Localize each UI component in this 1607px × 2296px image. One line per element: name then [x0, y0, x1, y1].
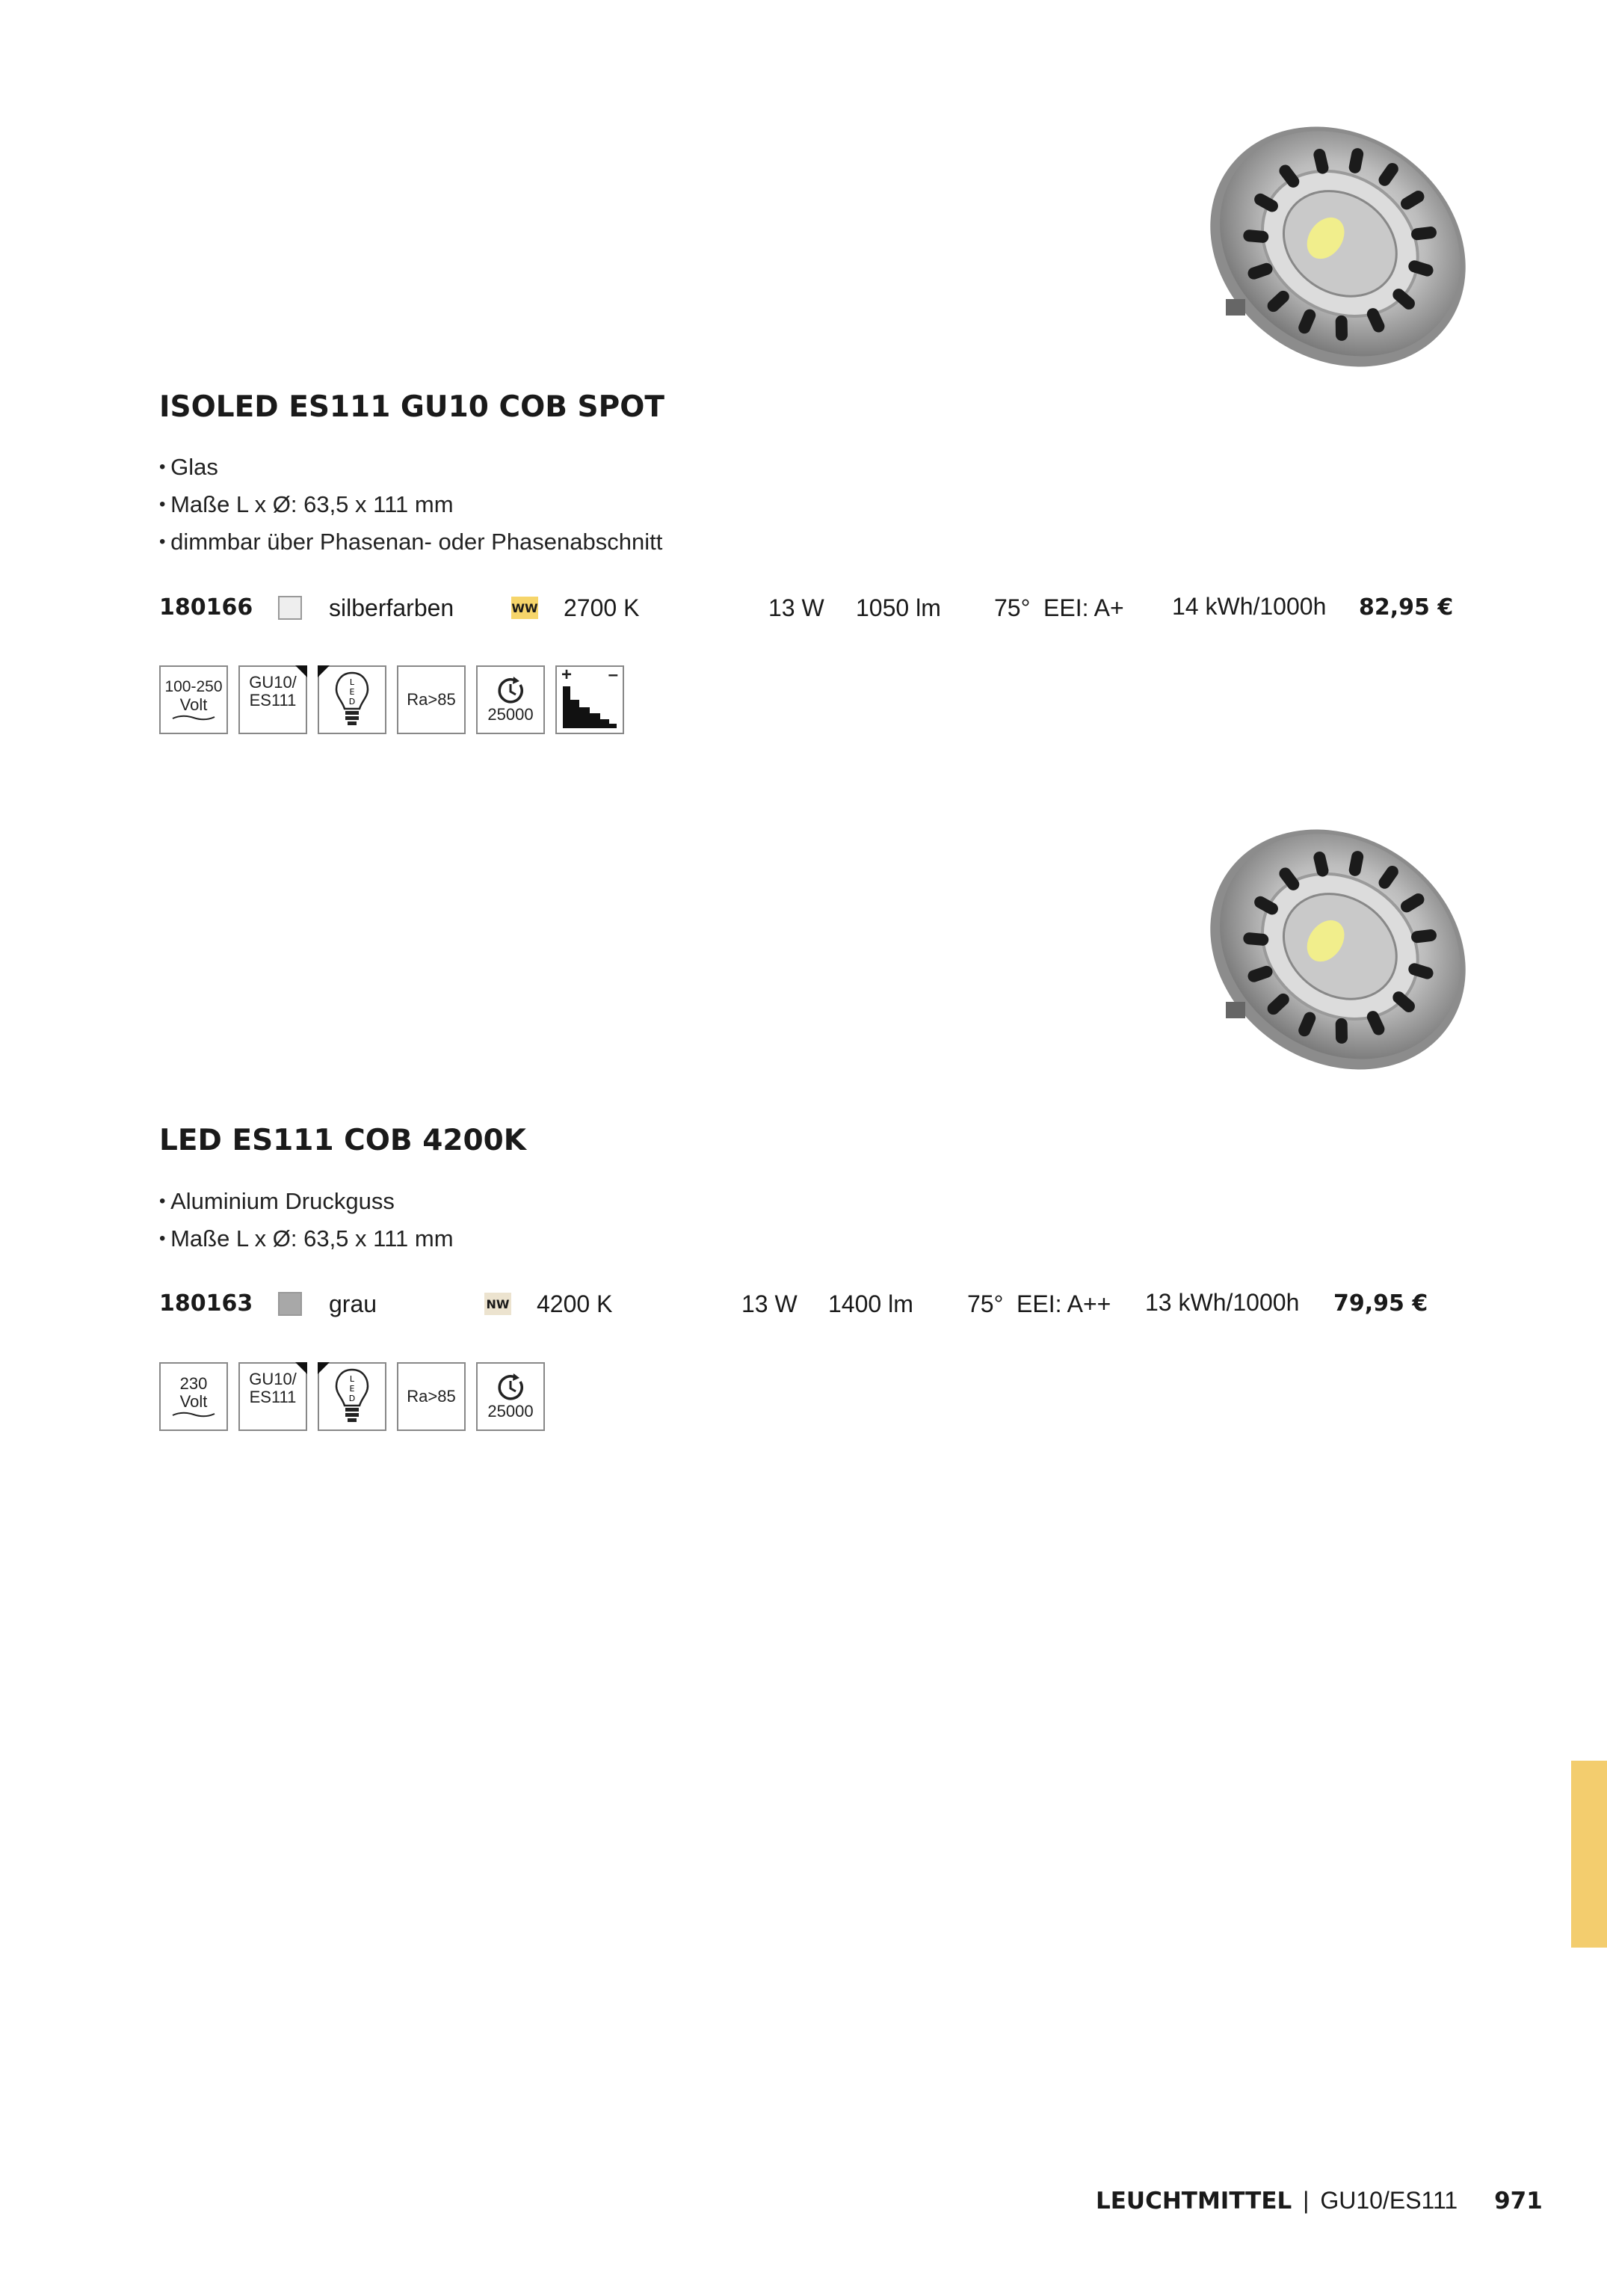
- color-rendering-icon: [397, 1362, 466, 1431]
- feature-item: • Maße L x Ø: 63,5 x 111 mm: [159, 486, 662, 523]
- energy-consumption: 14 kWh/1000h: [1172, 593, 1327, 620]
- page-number: 971: [1494, 2188, 1543, 2215]
- article-number: 180166: [159, 594, 253, 621]
- price: 82,95 €: [1359, 594, 1454, 621]
- lifetime-hours: 25000: [487, 705, 534, 724]
- product-title: ISOLED ES111 GU10 COB SPOT: [159, 390, 664, 424]
- svg-text:E: E: [349, 687, 355, 697]
- socket-type: ES111: [249, 691, 297, 710]
- energy-consumption: 13 kWh/1000h: [1145, 1289, 1300, 1316]
- bulb-icon: [333, 1367, 371, 1426]
- feature-item: • Glas: [159, 449, 662, 486]
- socket-type: GU10/: [249, 673, 297, 692]
- voltage-icon: [159, 1362, 228, 1431]
- wattage: 13 W: [768, 594, 824, 621]
- dim-steps-icon: [560, 683, 620, 731]
- footer-section: LEUCHTMITTEL: [1096, 2188, 1292, 2215]
- product-title: LED ES111 COB 4200K: [159, 1124, 527, 1157]
- clock-icon: [496, 1373, 525, 1403]
- color-rendering-icon: [397, 665, 466, 734]
- footer-subsection: GU10/ES111: [1320, 2187, 1458, 2214]
- color-swatch: [278, 596, 302, 620]
- clock-icon: [496, 676, 525, 706]
- product-features: [159, 449, 662, 561]
- dimmable-icon: [555, 665, 624, 734]
- voltage-icon: [159, 665, 228, 734]
- color-name: grau: [329, 1290, 377, 1317]
- section-tab: [1571, 1761, 1607, 1948]
- color-temperature: 2700 K: [564, 594, 640, 621]
- wave-icon: [171, 714, 216, 721]
- energy-class: EEI: A+: [1043, 594, 1124, 621]
- price: 79,95 €: [1333, 1290, 1428, 1317]
- voltage-value: 230: [179, 1374, 208, 1393]
- color-temperature-badge: WW: [511, 597, 538, 619]
- socket-icon: [238, 665, 307, 734]
- page-footer: [1096, 2187, 1543, 2215]
- wave-icon: [171, 1411, 216, 1418]
- voltage-unit: Volt: [179, 1392, 208, 1411]
- product-features: [159, 1183, 454, 1258]
- lifetime-hours: 25000: [487, 1402, 534, 1421]
- color-temperature: 4200 K: [537, 1290, 613, 1317]
- led-bulb-icon: [318, 1362, 386, 1431]
- lifetime-icon: [476, 1362, 545, 1431]
- svg-text:L: L: [349, 677, 355, 687]
- svg-text:D: D: [348, 1394, 356, 1403]
- energy-class: EEI: A++: [1017, 1290, 1111, 1317]
- ra-value: Ra>85: [407, 1387, 456, 1406]
- beam-angle: 75°: [994, 594, 1031, 621]
- voltage-unit: Volt: [179, 695, 208, 714]
- svg-text:D: D: [348, 697, 356, 707]
- wattage: 13 W: [741, 1290, 798, 1317]
- product-image-1: [1196, 90, 1480, 404]
- color-name: silberfarben: [329, 594, 454, 621]
- bulb-icon: [333, 670, 371, 730]
- lifetime-icon: [476, 665, 545, 734]
- beam-angle: 75°: [967, 1290, 1004, 1317]
- footer-separator: |: [1303, 2187, 1310, 2214]
- ra-value: Ra>85: [407, 690, 456, 709]
- color-swatch: [278, 1292, 302, 1316]
- dim-plus: +: [561, 665, 573, 685]
- article-number: 180163: [159, 1290, 253, 1317]
- led-bulb-icon: [318, 665, 386, 734]
- product-image-2: [1196, 792, 1480, 1107]
- svg-text:L: L: [349, 1374, 355, 1384]
- dim-minus: –: [608, 665, 618, 685]
- voltage-value: 100-250: [164, 678, 223, 695]
- feature-item: • Maße L x Ø: 63,5 x 111 mm: [159, 1220, 454, 1258]
- socket-type: ES111: [249, 1388, 297, 1406]
- feature-item: • Aluminium Druckguss: [159, 1183, 454, 1220]
- luminous-flux: 1400 lm: [828, 1290, 913, 1317]
- socket-icon: [238, 1362, 307, 1431]
- color-temperature-badge: NW: [484, 1293, 511, 1315]
- socket-type: GU10/: [249, 1370, 297, 1388]
- feature-item: • dimmbar über Phasenan- oder Phasenabschnitt: [159, 523, 662, 561]
- luminous-flux: 1050 lm: [856, 594, 941, 621]
- svg-text:E: E: [349, 1384, 355, 1394]
